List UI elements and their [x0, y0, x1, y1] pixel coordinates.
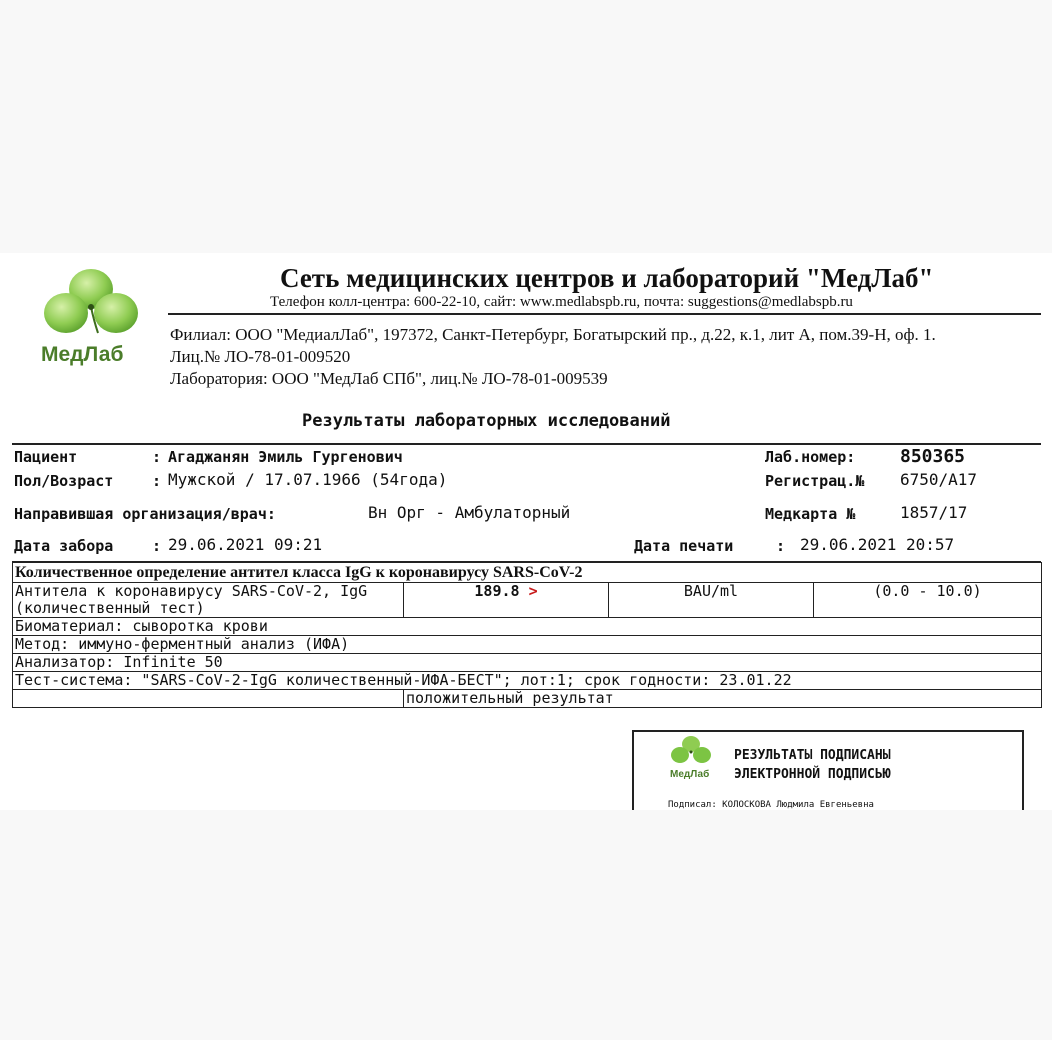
- test-name: Антитела к коронавирусу SARS-CoV-2, IgG (количественный тест): [13, 583, 404, 618]
- test-system: Тест-система: "SARS-CoV-2-IgG количественный-ИФА-БЕСТ"; лот:1; срок годности: 23.01.22: [13, 672, 1042, 690]
- registration-value: 6750/А17: [900, 470, 978, 489]
- registration-label: Регистрац.№: [765, 472, 865, 490]
- stamp-line-2: ЭЛЕКТРОННОЙ ПОДПИСЬЮ: [734, 767, 891, 782]
- collection-date-value: 29.06.2021 09:21: [168, 535, 323, 554]
- test-value: 189.8: [474, 582, 520, 600]
- conclusion: положительный результат: [404, 690, 1042, 708]
- patient-sep: :: [152, 448, 162, 466]
- out-of-range-flag: >: [528, 582, 538, 600]
- company-title: Сеть медицинских центров и лабораторий "МедЛаб": [280, 263, 934, 293]
- table-row: [13, 654, 1042, 672]
- collection-date-label: Дата забора: [14, 537, 114, 555]
- medcard-label: Медкарта №: [765, 505, 856, 523]
- table-row: [13, 583, 1042, 618]
- patient-label: Пациент: [14, 448, 78, 466]
- clover-icon: [666, 735, 716, 771]
- laboratory-line: Лаборатория: ООО "МедЛаб СПб", лиц.№ ЛО-78-01-009539: [170, 369, 608, 388]
- reference-range: (0.0 - 10.0): [814, 583, 1042, 618]
- medlab-logo: [36, 263, 146, 373]
- patient-name: Агаджанян Эмиль Гургенович: [168, 448, 403, 466]
- table-row: [13, 563, 1042, 583]
- lab-report-sheet: [0, 253, 1052, 810]
- logo-text: МедЛаб: [41, 343, 124, 366]
- branch-line-2: Лиц.№ ЛО-78-01-009520: [170, 347, 351, 366]
- stamp-line-1: РЕЗУЛЬТАТЫ ПОДПИСАНЫ: [734, 748, 891, 763]
- sex-age-sep: :: [152, 472, 162, 490]
- lab-number-value: 850365: [900, 446, 966, 467]
- test-unit: BAU/ml: [609, 583, 814, 618]
- header-divider: [168, 313, 1041, 315]
- collection-date-sep: :: [152, 537, 162, 555]
- results-table: [12, 562, 1042, 708]
- report-title: Результаты лабораторных исследований: [302, 411, 671, 431]
- medcard-value: 1857/17: [900, 503, 968, 522]
- contacts-line: Телефон колл-центра: 600-22-10, сайт: www.medlabspb.ru, почта: suggestions@medlabspb.ru: [270, 294, 853, 310]
- referring-org-value: Вн Орг - Амбулаторный: [368, 503, 571, 522]
- stamp-logo-text: МедЛаб: [670, 769, 710, 780]
- table-row: [13, 672, 1042, 690]
- table-row: [13, 618, 1042, 636]
- sex-age-value: Мужской / 17.07.1966 (54года): [168, 470, 448, 489]
- table-row: [13, 636, 1042, 654]
- print-date-label: Дата печати: [634, 537, 734, 555]
- test-value-cell: [404, 583, 609, 618]
- analyzer: Анализатор: Infinite 50: [13, 654, 1042, 672]
- sex-age-label: Пол/Возраст: [14, 472, 114, 490]
- test-section-title: Количественное определение антител класса IgG к коронавирусу SARS-CoV-2: [13, 563, 1042, 583]
- method: Метод: иммуно-ферментный анализ (ИФА): [13, 636, 1042, 654]
- conclusion-blank: [13, 690, 404, 708]
- branch-line-1: Филиал: ООО "МедиалЛаб", 197372, Санкт-Петербург, Богатырский пр., д.22, к.1, лит А, пом.39-Н, оф. 1.: [170, 325, 936, 344]
- biomaterial: Биоматериал: сыворотка крови: [13, 618, 1042, 636]
- print-date-sep: :: [776, 537, 786, 555]
- e-signature-stamp: [632, 730, 1024, 810]
- lab-number-label: Лаб.номер:: [765, 448, 856, 466]
- table-row: [13, 690, 1042, 708]
- referring-org-label: Направившая организация/врач:: [14, 505, 276, 523]
- print-date-value: 29.06.2021 20:57: [800, 535, 955, 554]
- signer: Подписал: КОЛОСКОВА Людмила Евгеньевна: [668, 800, 874, 810]
- title-divider: [12, 443, 1041, 445]
